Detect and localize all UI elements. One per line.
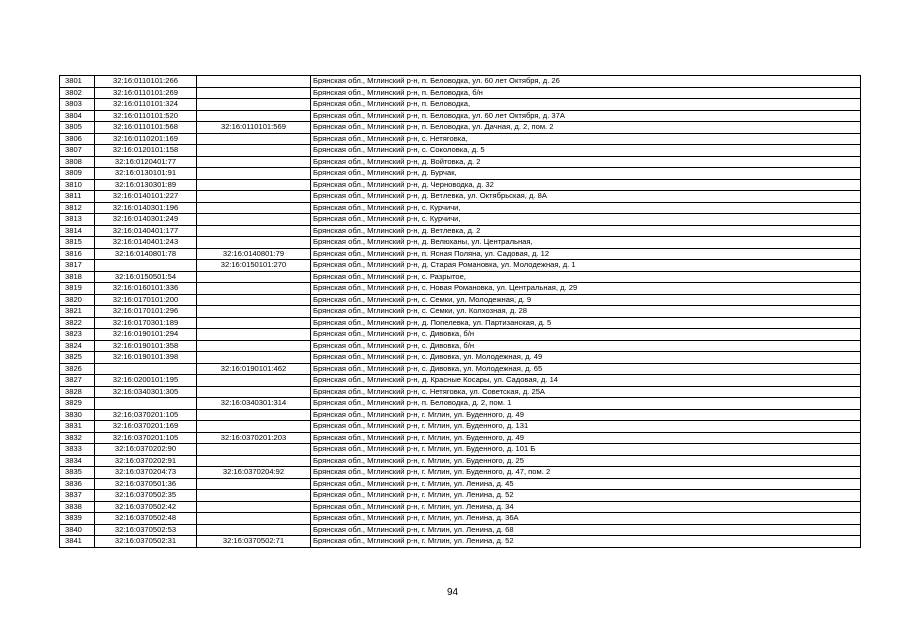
cadastral-number-cell: 32:16:0340301:305: [95, 386, 197, 398]
cadastral-number-cell: 32:16:0370502:48: [95, 513, 197, 525]
cadastral-number-cell: 32:16:0200101:195: [95, 375, 197, 387]
address-cell: Брянская обл., Мглинский р-н, с. Разрытое,: [311, 271, 861, 283]
cadastral-number-cell: 32:16:0370201:169: [95, 421, 197, 433]
row-number-cell: 3814: [60, 225, 95, 237]
row-number-cell: 3829: [60, 398, 95, 410]
table-row: [60, 145, 861, 157]
related-cadastral-number-cell: [197, 202, 311, 214]
table-row: [60, 87, 861, 99]
cadastral-number-cell: 32:16:0370202:91: [95, 455, 197, 467]
cadastral-number-cell: 32:16:0120401:77: [95, 156, 197, 168]
related-cadastral-number-cell: 32:16:0140801:79: [197, 248, 311, 260]
row-number-cell: 3801: [60, 76, 95, 88]
row-number-cell: 3838: [60, 501, 95, 513]
related-cadastral-number-cell: [197, 513, 311, 525]
related-cadastral-number-cell: [197, 179, 311, 191]
table-row: [60, 306, 861, 318]
related-cadastral-number-cell: [197, 283, 311, 295]
cadastral-number-cell: 32:16:0140401:243: [95, 237, 197, 249]
address-cell: Брянская обл., Мглинский р-н, г. Мглин, ул. Буденного, д. 25: [311, 455, 861, 467]
table-row: [60, 432, 861, 444]
table-row: [60, 490, 861, 502]
address-cell: Брянская обл., Мглинский р-н, д. Ветлевка, ул. Октябрьская, д. 8А: [311, 191, 861, 203]
related-cadastral-number-cell: 32:16:0110101:569: [197, 122, 311, 134]
cadastral-number-cell: 32:16:0110101:269: [95, 87, 197, 99]
address-cell: Брянская обл., Мглинский р-н, д. Войтовка, д. 2: [311, 156, 861, 168]
table-row: [60, 329, 861, 341]
related-cadastral-number-cell: [197, 76, 311, 88]
cadastral-number-cell: 32:16:0190101:294: [95, 329, 197, 341]
table-row: [60, 225, 861, 237]
cadastral-number-cell: 32:16:0170301:189: [95, 317, 197, 329]
page-number: 94: [446, 587, 459, 598]
address-cell: Брянская обл., Мглинский р-н, с. Курчичи,: [311, 202, 861, 214]
row-number-cell: 3810: [60, 179, 95, 191]
cadastral-number-cell: [95, 363, 197, 375]
row-number-cell: 3833: [60, 444, 95, 456]
table-row: [60, 191, 861, 203]
related-cadastral-number-cell: [197, 340, 311, 352]
cadastral-number-cell: 32:16:0370502:31: [95, 536, 197, 548]
row-number-cell: 3823: [60, 329, 95, 341]
address-cell: Брянская обл., Мглинский р-н, с. Нетяговка, ул. Советская, д. 25А: [311, 386, 861, 398]
address-cell: Брянская обл., Мглинский р-н, г. Мглин, ул. Буденного, д. 101 Б: [311, 444, 861, 456]
table-row: [60, 363, 861, 375]
table-row: [60, 478, 861, 490]
row-number-cell: 3836: [60, 478, 95, 490]
related-cadastral-number-cell: [197, 271, 311, 283]
related-cadastral-number-cell: [197, 156, 311, 168]
cadastral-number-cell: 32:16:0170101:296: [95, 306, 197, 318]
row-number-cell: 3828: [60, 386, 95, 398]
row-number-cell: 3819: [60, 283, 95, 295]
row-number-cell: 3806: [60, 133, 95, 145]
table-row: [60, 386, 861, 398]
cadastral-number-cell: 32:16:0370502:53: [95, 524, 197, 536]
row-number-cell: 3803: [60, 99, 95, 111]
row-number-cell: 3802: [60, 87, 95, 99]
table-row: [60, 214, 861, 226]
cadastral-number-cell: 32:16:0370201:105: [95, 409, 197, 421]
address-cell: Брянская обл., Мглинский р-н, с. Семки, ул. Молодежная, д. 9: [311, 294, 861, 306]
address-cell: Брянская обл., Мглинский р-н, д. Старая Романовка, ул. Молодежная, д. 1: [311, 260, 861, 272]
row-number-cell: 3822: [60, 317, 95, 329]
cadastral-number-cell: 32:16:0150501:54: [95, 271, 197, 283]
related-cadastral-number-cell: 32:16:0150101:270: [197, 260, 311, 272]
related-cadastral-number-cell: [197, 501, 311, 513]
cadastral-number-cell: [95, 260, 197, 272]
address-cell: Брянская обл., Мглинский р-н, с. Курчичи,: [311, 214, 861, 226]
address-cell: Брянская обл., Мглинский р-н, д. Бурчак,: [311, 168, 861, 180]
row-number-cell: 3826: [60, 363, 95, 375]
related-cadastral-number-cell: [197, 133, 311, 145]
cadastral-number-cell: 32:16:0110101:568: [95, 122, 197, 134]
address-cell: Брянская обл., Мглинский р-н, с. Дивовка, б/н: [311, 340, 861, 352]
address-cell: Брянская обл., Мглинский р-н, г. Мглин, ул. Ленина, д. 34: [311, 501, 861, 513]
row-number-cell: 3824: [60, 340, 95, 352]
row-number-cell: 3834: [60, 455, 95, 467]
table-row: [60, 455, 861, 467]
related-cadastral-number-cell: [197, 99, 311, 111]
related-cadastral-number-cell: 32:16:0370502:71: [197, 536, 311, 548]
row-number-cell: 3839: [60, 513, 95, 525]
table-row: [60, 398, 861, 410]
address-cell: Брянская обл., Мглинский р-н, г. Мглин, ул. Ленина, д. 68: [311, 524, 861, 536]
cadastral-number-cell: 32:16:0190101:398: [95, 352, 197, 364]
address-cell: Брянская обл., Мглинский р-н, д. Велюханы, ул. Центральная,: [311, 237, 861, 249]
table-row: [60, 444, 861, 456]
related-cadastral-number-cell: [197, 294, 311, 306]
cadastral-number-cell: 32:16:0140101:227: [95, 191, 197, 203]
address-cell: Брянская обл., Мглинский р-н, п. Беловодка, ул. Дачная, д. 2, пом. 2: [311, 122, 861, 134]
property-registry-table: [59, 75, 861, 548]
address-cell: Брянская обл., Мглинский р-н, с. Дивовка, ул. Молодежная, д. 49: [311, 352, 861, 364]
cadastral-number-cell: 32:16:0140301:249: [95, 214, 197, 226]
related-cadastral-number-cell: [197, 225, 311, 237]
address-cell: Брянская обл., Мглинский р-н, д. Красные Косары, ул. Садовая, д. 14: [311, 375, 861, 387]
address-cell: Брянская обл., Мглинский р-н, п. Беловодка, ул. 60 лет Октября, д. 37А: [311, 110, 861, 122]
row-number-cell: 3837: [60, 490, 95, 502]
address-cell: Брянская обл., Мглинский р-н, г. Мглин, ул. Ленина, д. 36А: [311, 513, 861, 525]
address-cell: Брянская обл., Мглинский р-н, д. Попелевка, ул. Партизанская, д. 5: [311, 317, 861, 329]
related-cadastral-number-cell: [197, 455, 311, 467]
table-row: [60, 524, 861, 536]
address-cell: Брянская обл., Мглинский р-н, с. Дивовка, ул. Молодежная, д. 65: [311, 363, 861, 375]
row-number-cell: 3805: [60, 122, 95, 134]
address-cell: Брянская обл., Мглинский р-н, д. Черноводка, д. 32: [311, 179, 861, 191]
table-row: [60, 122, 861, 134]
table-row: [60, 179, 861, 191]
address-cell: Брянская обл., Мглинский р-н, д. Ветлевка, д. 2: [311, 225, 861, 237]
address-cell: Брянская обл., Мглинский р-н, п. Беловодка, б/н: [311, 87, 861, 99]
row-number-cell: 3832: [60, 432, 95, 444]
row-number-cell: 3817: [60, 260, 95, 272]
registry-table-body: [60, 76, 861, 548]
address-cell: Брянская обл., Мглинский р-н, с. Соколовка, д. 5: [311, 145, 861, 157]
row-number-cell: 3830: [60, 409, 95, 421]
related-cadastral-number-cell: 32:16:0190101:462: [197, 363, 311, 375]
cadastral-number-cell: 32:16:0160101:336: [95, 283, 197, 295]
table-row: [60, 260, 861, 272]
row-number-cell: 3827: [60, 375, 95, 387]
row-number-cell: 3820: [60, 294, 95, 306]
cadastral-number-cell: 32:16:0110201:169: [95, 133, 197, 145]
row-number-cell: 3841: [60, 536, 95, 548]
related-cadastral-number-cell: [197, 386, 311, 398]
row-number-cell: 3815: [60, 237, 95, 249]
address-cell: Брянская обл., Мглинский р-н, г. Мглин, ул. Буденного, д. 47, пом. 2: [311, 467, 861, 479]
row-number-cell: 3821: [60, 306, 95, 318]
address-cell: Брянская обл., Мглинский р-н, г. Мглин, ул. Буденного, д. 49: [311, 432, 861, 444]
cadastral-number-cell: 32:16:0140401:177: [95, 225, 197, 237]
cadastral-number-cell: 32:16:0370201:105: [95, 432, 197, 444]
related-cadastral-number-cell: [197, 317, 311, 329]
row-number-cell: 3816: [60, 248, 95, 260]
table-row: [60, 294, 861, 306]
cadastral-number-cell: 32:16:0370502:35: [95, 490, 197, 502]
row-number-cell: 3809: [60, 168, 95, 180]
address-cell: Брянская обл., Мглинский р-н, г. Мглин, ул. Ленина, д. 45: [311, 478, 861, 490]
row-number-cell: 3812: [60, 202, 95, 214]
table-row: [60, 409, 861, 421]
cadastral-number-cell: 32:16:0130301:89: [95, 179, 197, 191]
address-cell: Брянская обл., Мглинский р-н, п. Беловодка, ул. 60 лет Октября, д. 26: [311, 76, 861, 88]
related-cadastral-number-cell: [197, 110, 311, 122]
cadastral-number-cell: 32:16:0170101:200: [95, 294, 197, 306]
cadastral-number-cell: 32:16:0190101:358: [95, 340, 197, 352]
table-row: [60, 156, 861, 168]
row-number-cell: 3831: [60, 421, 95, 433]
related-cadastral-number-cell: [197, 421, 311, 433]
row-number-cell: 3811: [60, 191, 95, 203]
address-cell: Брянская обл., Мглинский р-н, п. Ясная Поляна, ул. Садовая, д. 12: [311, 248, 861, 260]
related-cadastral-number-cell: [197, 214, 311, 226]
address-cell: Брянская обл., Мглинский р-н, г. Мглин, ул. Буденного, д. 131: [311, 421, 861, 433]
related-cadastral-number-cell: 32:16:0370201:203: [197, 432, 311, 444]
cadastral-number-cell: [95, 398, 197, 410]
cadastral-number-cell: 32:16:0120101:158: [95, 145, 197, 157]
cadastral-number-cell: 32:16:0370204:73: [95, 467, 197, 479]
table-row: [60, 501, 861, 513]
row-number-cell: 3807: [60, 145, 95, 157]
table-row: [60, 421, 861, 433]
address-cell: Брянская обл., Мглинский р-н, г. Мглин, ул. Ленина, д. 52: [311, 536, 861, 548]
cadastral-number-cell: 32:16:0140801:78: [95, 248, 197, 260]
related-cadastral-number-cell: [197, 409, 311, 421]
related-cadastral-number-cell: [197, 478, 311, 490]
related-cadastral-number-cell: [197, 191, 311, 203]
row-number-cell: 3840: [60, 524, 95, 536]
address-cell: Брянская обл., Мглинский р-н, с. Новая Романовка, ул. Центральная, д. 29: [311, 283, 861, 295]
table-row: [60, 513, 861, 525]
related-cadastral-number-cell: [197, 87, 311, 99]
table-row: [60, 467, 861, 479]
related-cadastral-number-cell: [197, 375, 311, 387]
address-cell: Брянская обл., Мглинский р-н, с. Нетяговка,: [311, 133, 861, 145]
related-cadastral-number-cell: [197, 145, 311, 157]
address-cell: Брянская обл., Мглинский р-н, с. Дивовка, б/н: [311, 329, 861, 341]
cadastral-number-cell: 32:16:0110101:324: [95, 99, 197, 111]
related-cadastral-number-cell: 32:16:0340301:314: [197, 398, 311, 410]
address-cell: Брянская обл., Мглинский р-н, п. Беловодка,: [311, 99, 861, 111]
related-cadastral-number-cell: [197, 306, 311, 318]
row-number-cell: 3808: [60, 156, 95, 168]
address-cell: Брянская обл., Мглинский р-н, г. Мглин, ул. Буденного, д. 49: [311, 409, 861, 421]
related-cadastral-number-cell: [197, 444, 311, 456]
table-row: [60, 340, 861, 352]
related-cadastral-number-cell: 32:16:0370204:92: [197, 467, 311, 479]
table-row: [60, 352, 861, 364]
related-cadastral-number-cell: [197, 490, 311, 502]
table-row: [60, 271, 861, 283]
row-number-cell: 3835: [60, 467, 95, 479]
address-cell: Брянская обл., Мглинский р-н, г. Мглин, ул. Ленина, д. 52: [311, 490, 861, 502]
table-row: [60, 536, 861, 548]
table-row: [60, 133, 861, 145]
related-cadastral-number-cell: [197, 352, 311, 364]
table-row: [60, 237, 861, 249]
table-row: [60, 168, 861, 180]
cadastral-number-cell: 32:16:0110101:266: [95, 76, 197, 88]
cadastral-number-cell: 32:16:0370202:90: [95, 444, 197, 456]
related-cadastral-number-cell: [197, 329, 311, 341]
row-number-cell: 3818: [60, 271, 95, 283]
table-row: [60, 76, 861, 88]
address-cell: Брянская обл., Мглинский р-н, с. Семки, ул. Колхозная, д. 28: [311, 306, 861, 318]
cadastral-number-cell: 32:16:0110101:520: [95, 110, 197, 122]
cadastral-number-cell: 32:16:0370502:42: [95, 501, 197, 513]
cadastral-number-cell: 32:16:0130101:91: [95, 168, 197, 180]
table-row: [60, 283, 861, 295]
table-row: [60, 202, 861, 214]
table-row: [60, 375, 861, 387]
related-cadastral-number-cell: [197, 168, 311, 180]
cadastral-number-cell: 32:16:0140301:196: [95, 202, 197, 214]
row-number-cell: 3813: [60, 214, 95, 226]
cadastral-number-cell: 32:16:0370501:36: [95, 478, 197, 490]
related-cadastral-number-cell: [197, 237, 311, 249]
related-cadastral-number-cell: [197, 524, 311, 536]
table-row: [60, 317, 861, 329]
row-number-cell: 3825: [60, 352, 95, 364]
address-cell: Брянская обл., Мглинский р-н, п. Беловодка, д. 2, пом. 1: [311, 398, 861, 410]
table-row: [60, 110, 861, 122]
table-row: [60, 248, 861, 260]
table-row: [60, 99, 861, 111]
row-number-cell: 3804: [60, 110, 95, 122]
